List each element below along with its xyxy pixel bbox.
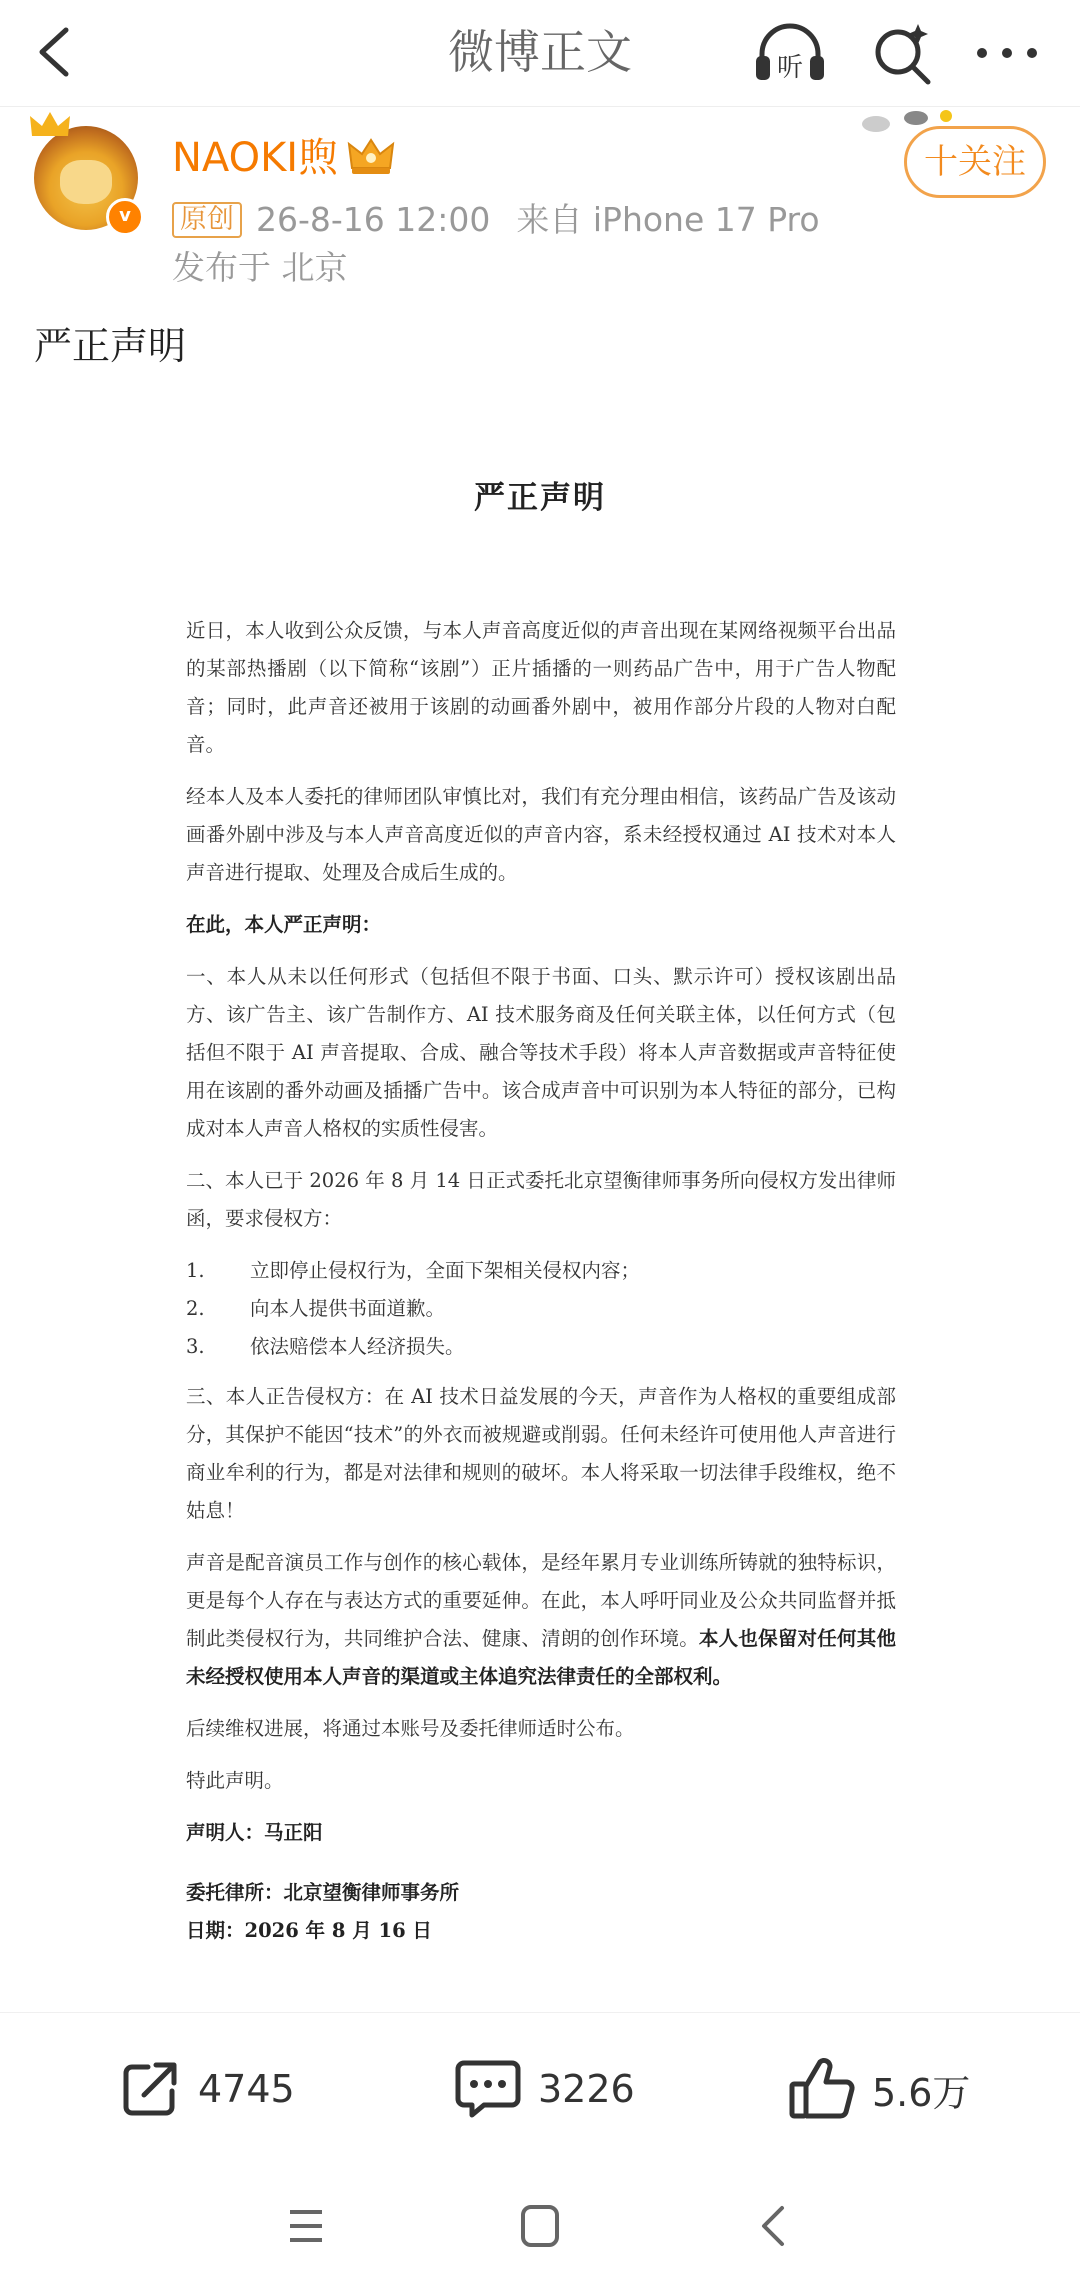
statement-title: 严正声明	[474, 480, 606, 516]
post-location: 发布于 北京	[172, 248, 348, 287]
statement-paragraph: 一、本人从未以任何形式（包括但不限于书面、口头、默示许可）授权该剧出品方、该广告主、该广告制作方、AI 技术服务商及任何关联主体，以任何方式（包括但不限于 AI 声音提取、合成、融合等技术手段）将本人声音数据或声音特征使用在该剧的番外动画及插播广告中。该合成声音中可识别为本人特征的部分，已构成对本人声音人格权的实质性侵害。	[186, 965, 896, 1140]
headphones-icon	[752, 18, 828, 88]
page-title: 微博正文	[448, 25, 632, 79]
statement-paragraph: 近日，本人收到公众反馈，与本人声音高度近似的声音出现在某网络视频平台出品的某部热播剧（以下简称“该剧”）正片插播的一则药品广告中，用于广告人物配音；同时，此声音还被用于该剧的动画番外剧中，被用作部分片段的人物对白配音。	[186, 619, 896, 756]
crown-icon	[28, 110, 72, 140]
demands-list	[186, 1252, 896, 1366]
system-nav-bar	[0, 2162, 1080, 2289]
comment-count: 3226	[538, 2067, 635, 2111]
like-button[interactable]	[788, 2057, 970, 2121]
verified-badge-icon: v	[106, 198, 144, 236]
repost-icon	[118, 2057, 182, 2121]
post-source: 来自 iPhone 17 Pro	[516, 200, 820, 239]
home-button[interactable]	[510, 2200, 570, 2252]
system-back-button[interactable]	[744, 2200, 804, 2252]
thumbs-up-icon	[788, 2056, 856, 2122]
statement-image[interactable]	[0, 400, 1080, 2010]
listen-button[interactable]	[752, 18, 828, 88]
more-dots-icon	[972, 18, 1042, 88]
menu-lines-icon	[276, 2200, 336, 2252]
more-options-button[interactable]	[972, 18, 1042, 88]
statement-paragraph: 特此声明。	[186, 1769, 284, 1792]
statement-heading: 在此，本人严正声明：	[186, 913, 382, 936]
action-bar	[0, 2012, 1080, 2163]
statement-paragraph: 二、本人已于 2026 年 8 月 14 日正式委托北京望衡律师事务所向侵权方发出律师函，要求侵权方：	[186, 1169, 896, 1230]
statement-body	[186, 612, 896, 1950]
like-count: 5.6万	[872, 2070, 971, 2115]
repost-button[interactable]	[118, 2057, 295, 2121]
search-icon	[870, 18, 936, 88]
author-section	[0, 106, 1080, 296]
author-name[interactable]: NAOKI煦	[172, 135, 339, 181]
post-meta	[172, 198, 820, 242]
top-bar	[0, 0, 1080, 107]
statement-date: 日期：2026 年 8 月 16 日	[186, 1919, 432, 1942]
post-time: 26-8-16 12:00	[256, 200, 491, 239]
statement-paragraph: 后续维权进展，将通过本账号及委托律师适时公布。	[186, 1717, 635, 1740]
recent-apps-button[interactable]	[276, 2200, 336, 2252]
statement-paragraph: 经本人及本人委托的律师团队审慎比对，我们有充分理由相信，该药品广告及该动画番外剧中涉及与本人声音高度近似的声音内容，系未经授权通过 AI 技术对本人声音进行提取、处理及合成后生成的。	[186, 785, 896, 884]
search-button[interactable]	[870, 18, 936, 88]
list-item: 3. 依法赔偿本人经济损失。	[186, 1335, 465, 1358]
chevron-left-icon	[744, 2200, 804, 2252]
list-item: 1. 立即停止侵权行为，全面下架相关侵权内容；	[186, 1259, 641, 1282]
list-item: 2. 向本人提供书面道歉。	[186, 1297, 446, 1320]
statement-paragraph: 声音是配音演员工作与创作的核心载体，是经年累月专业训练所铸就的独特标识，更是每个人存在与表达方式的重要延伸。在此，本人呼吁同业及公众共同监督并抵制此类侵权行为，共同维护合法、健康、清朗的创作环境。本人也保留对任何其他未经授权使用本人声音的渠道或主体追究法律责任的全部权利。	[186, 1551, 896, 1688]
statement-paragraph: 三、本人正告侵权方：在 AI 技术日益发展的今天，声音作为人格权的重要组成部分，其保护不能因“技术”的外衣而被规避或削弱。任何未经许可使用他人声音进行商业牟利的行为，都是对法律和规则的破坏。本人将采取一切法律手段维权，绝不姑息！	[186, 1385, 896, 1522]
listen-label: 听	[776, 53, 804, 83]
author-avatar[interactable]	[34, 126, 142, 234]
original-tag: 原创	[172, 202, 242, 238]
follow-button[interactable]: 十关注	[904, 126, 1046, 198]
statement-signer: 声明人：马正阳	[186, 1821, 323, 1844]
post-text: 严正声明	[34, 324, 187, 368]
statement-law-firm: 委托律所：北京望衡律师事务所	[186, 1881, 460, 1904]
vip-crown-icon[interactable]	[346, 136, 396, 176]
repost-count: 4745	[198, 2067, 295, 2111]
square-home-icon	[510, 2200, 570, 2252]
comment-button[interactable]	[454, 2057, 635, 2121]
comment-icon	[454, 2057, 522, 2121]
